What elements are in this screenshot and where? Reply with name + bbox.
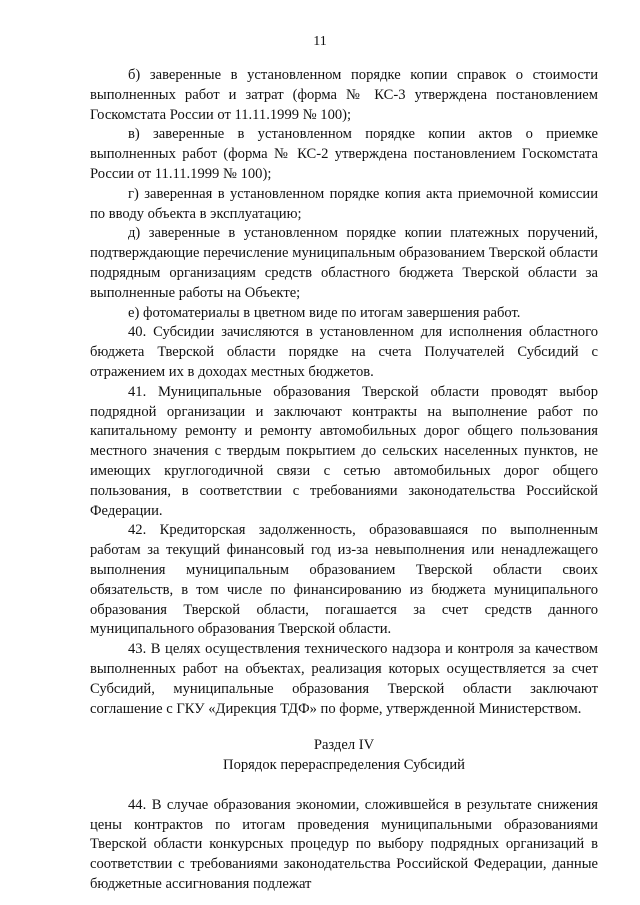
paragraph-44: 44. В случае образования экономии, сложившейся в результате снижения цены контрактов по итогам проведения муниципальными образованиями Тверской области конкурсных процедур по выбору подрядных организаций в соответствии с требованиями законодательства Российской Федерации, данные бюджетные ассигнования подлежат xyxy=(90,796,598,893)
paragraph-v: в) заверенные в установленном порядке копии актов о приемке выполненных работ (форма № КС-2 утверждена постановлением Госкомстата России от 11.11.1999 № 100); xyxy=(90,126,598,182)
paragraph-41: 41. Муниципальные образования Тверской области проводят выбор подрядной организации и заключают контракты на выполнение работ по капитальному ремонту и ремонту автомобильных дорог общего пользования местного значения с твердым покрытием до сельских населенных пунктов, не имеющих круглогодичной связи с сетью автомобильных дорог общего пользования, в соответствии с требованиями законодательства Российской Федерации. xyxy=(90,383,598,519)
section-number: Раздел IV xyxy=(313,737,375,754)
paragraph-42: 42. Кредиторская задолженность, образовавшаяся по выполненным работам за текущий финансовый год из-за невыполнения или ненадлежащего выполнения муниципальным образованием Тверской области своих обязательств, в том числе по финансированию из бюджета муниципального образования Тверской области, погашается за счет средств данного муниципального образования Тверской области. xyxy=(90,522,598,638)
document-body xyxy=(90,66,598,895)
section-title: Порядок перераспределения Субсидий xyxy=(223,757,465,774)
paragraph-g: г) заверенная в установленном порядке копия акта приемочной комиссии по вводу объекта в эксплуатацию; xyxy=(90,185,598,222)
page-number: 11 xyxy=(313,34,327,49)
paragraph-e: е) фотоматериалы в цветном виде по итогам завершения работ. xyxy=(128,304,521,321)
paragraph-d: д) заверенные в установленном порядке копии платежных поручений, подтверждающие перечисление муниципальным образованием Тверской области подрядным организациям средств областного бюджета Тверской области за выполненные работы на Объекте; xyxy=(90,225,598,301)
paragraph-40: 40. Субсидии зачисляются в установленном для исполнения областного бюджета Тверской области порядке на счета Получателей Субсидий с отражением их в доходах местных бюджетов. xyxy=(90,324,598,380)
paragraph-b: б) заверенные в установленном порядке копии справок о стоимости выполненных работ и затрат (форма № КС-3 утверждена постановлением Госкомстата России от 11.11.1999 № 100); xyxy=(90,67,598,123)
paragraph-43: 43. В целях осуществления технического надзора и контроля за качеством выполненных работ на объектах, реализация которых осуществляется за счет Субсидий, муниципальные образования Тверской области заключают соглашение с ГКУ «Дирекция ТДФ» по форме, утвержденной Министерством. xyxy=(90,641,598,717)
